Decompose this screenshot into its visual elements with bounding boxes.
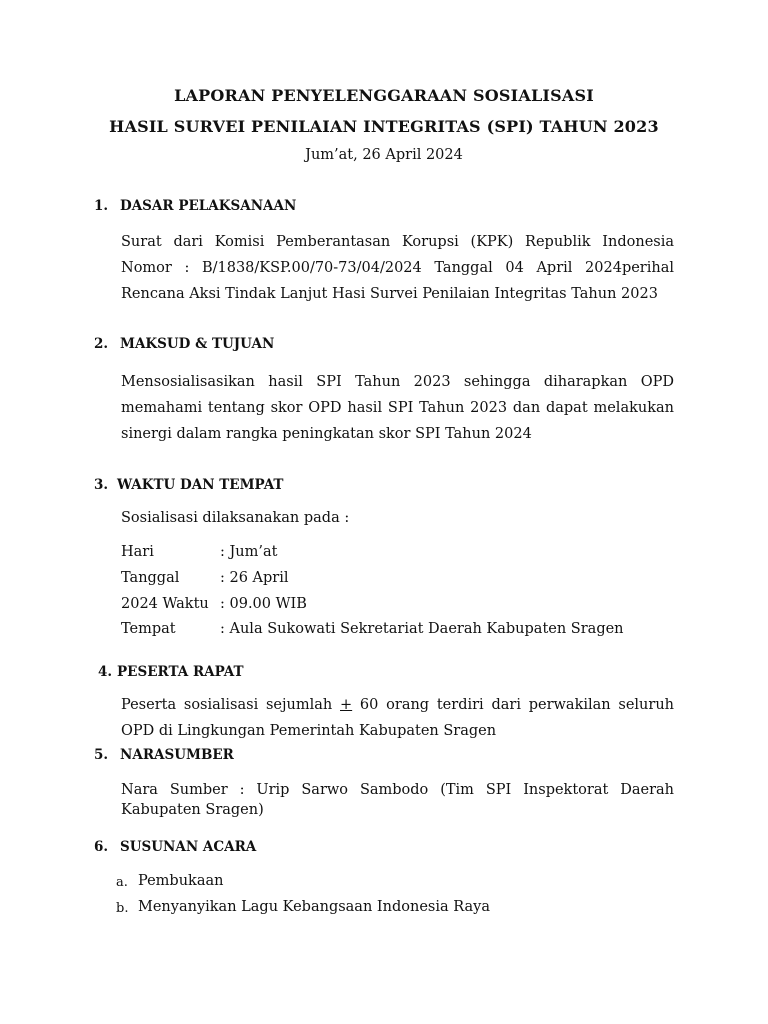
section-number: 3. <box>94 477 109 493</box>
plus-minus-sign: + <box>340 697 353 713</box>
text-run: 60 orang terdiri dari perwakilan seluruh <box>352 697 675 713</box>
paragraph-line: Kabupaten Sragen) <box>121 802 264 818</box>
schedule-value: : 09.00 WIB <box>220 596 307 612</box>
section-title: MAKSUD & TUJUAN <box>120 336 275 352</box>
paragraph-line: sinergi dalam rangka peningkatan skor SPI Tahun 2024 <box>121 426 532 442</box>
section-4-heading <box>98 664 244 680</box>
section-5-heading <box>94 747 234 763</box>
list-marker: a. <box>116 875 128 890</box>
section-title: DASAR PELAKSANAAN <box>120 198 297 214</box>
paragraph-line: Nara Sumber : Urip Sarwo Sambodo (Tim SPI Inspektorat Daerah <box>121 782 674 798</box>
report-title-line-1: LAPORAN PENYELENGGARAAN SOSIALISASI <box>174 86 594 105</box>
paragraph-line: Rencana Aksi Tindak Lanjut Hasi Survei Penilaian Integritas Tahun 2023 <box>121 286 658 302</box>
text-run: Peserta sosialisasi sejumlah <box>121 697 340 713</box>
report-title-line-2: HASIL SURVEI PENILAIAN INTEGRITAS (SPI) TAHUN 2023 <box>109 117 659 136</box>
paragraph-line <box>121 692 674 718</box>
schedule-value: : Aula Sukowati Sekretariat Daerah Kabupaten Sragen <box>220 621 624 637</box>
section-number: 4. <box>98 664 113 680</box>
section-title: SUSUNAN ACARA <box>120 839 257 855</box>
schedule-label: Hari <box>121 544 154 560</box>
paragraph-line: Surat dari Komisi Pemberantasan Korupsi (KPK) Republik Indonesia <box>121 234 674 250</box>
section-6-heading <box>94 839 256 855</box>
paragraph-line: Nomor : B/1838/KSP.00/70-73/04/2024 Tanggal 04 April 2024perihal <box>121 260 674 276</box>
section-number: 6. <box>94 839 109 855</box>
report-date: Jum’at, 26 April 2024 <box>305 147 463 163</box>
schedule-label: Tempat <box>121 621 176 637</box>
section-1-body <box>121 229 674 307</box>
section-3-heading <box>94 477 283 493</box>
section-number: 1. <box>94 198 109 214</box>
paragraph-line: memahami tentang skor OPD hasil SPI Tahun 2023 dan dapat melakukan <box>121 400 674 416</box>
schedule-intro: Sosialisasi dilaksanakan pada : <box>121 510 350 526</box>
section-1-heading <box>94 198 296 214</box>
section-number: 2. <box>94 336 109 352</box>
paragraph-line: OPD di Lingkungan Pemerintah Kabupaten Sragen <box>121 723 497 739</box>
paragraph-line: Mensosialisasikan hasil SPI Tahun 2023 sehingga diharapkan OPD <box>121 374 674 390</box>
agenda-item: Menyanyikan Lagu Kebangsaan Indonesia Raya <box>138 899 490 915</box>
section-number: 5. <box>94 747 109 763</box>
schedule-value: : Jum’at <box>220 544 278 560</box>
schedule-value: : 26 April <box>220 570 289 586</box>
section-title: PESERTA RAPAT <box>117 664 244 680</box>
schedule-label: 2024 Waktu <box>121 596 209 612</box>
section-4-body <box>121 692 674 744</box>
list-marker: b. <box>116 901 129 916</box>
agenda-item: Pembukaan <box>138 873 224 889</box>
section-2-body <box>121 369 674 447</box>
section-title: WAKTU DAN TEMPAT <box>117 477 284 493</box>
schedule-label: Tanggal <box>121 570 180 586</box>
section-2-heading <box>94 336 274 352</box>
section-5-body <box>121 780 674 820</box>
section-title: NARASUMBER <box>120 747 234 763</box>
